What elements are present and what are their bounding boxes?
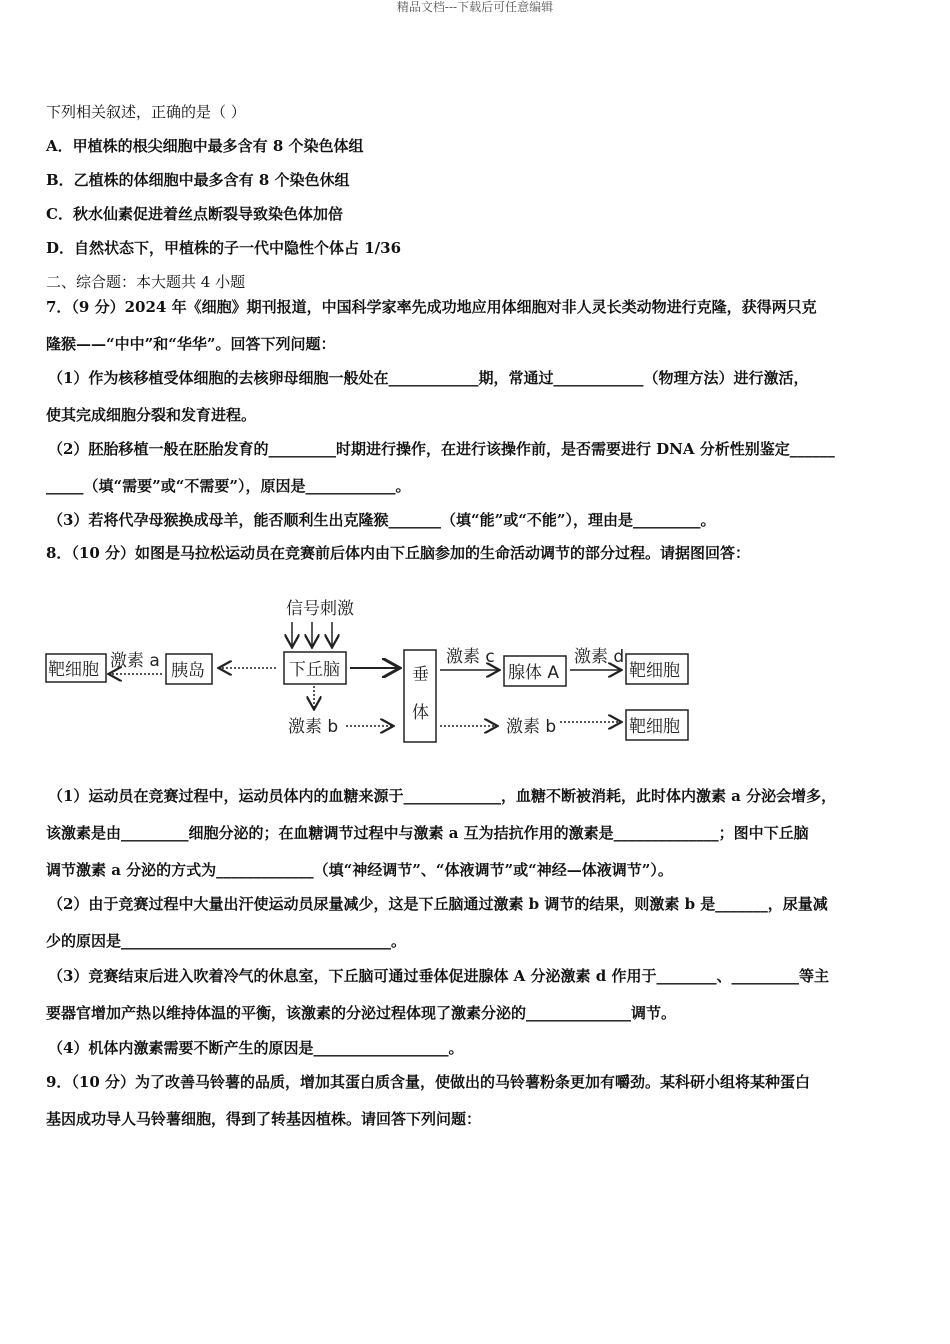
q7-part1-line1: （1）作为核移植受体细胞的去核卵母细胞一般处在____________期，常通过____________（物理方法）进行激活，: [48, 369, 809, 387]
question-stem: 下列相关叙述，正确的是（ ）: [46, 103, 246, 121]
page-header: 精品文档---下载后可任意编辑: [396, 0, 554, 14]
signal-label: 信号刺激: [286, 599, 354, 619]
q7-part3: （3）若将代孕母猴换成母羊，能否顺利生出克隆猴_______（填“能”或“不能”），理由是_________。: [48, 511, 716, 529]
q7-part1-line2: 使其完成细胞分裂和发育进程。: [46, 406, 257, 424]
q7-stem-line1: 7．（9 分）2024 年《细胞》期刊报道，中国科学家率先成功地应用体细胞对非人灵长类动物进行克隆，获得两只克: [46, 298, 817, 316]
option-c: C．秋水仙素促进着丝点断裂导致染色体加倍: [46, 205, 343, 223]
target-cell-left-label: 靶细胞: [48, 660, 99, 680]
q8-part1-line2: 该激素是由_________细胞分泌的；在血糖调节过程中与激素 a 互为拮抗作用的激素是______________；图中下丘脑: [46, 824, 809, 842]
pituitary-box: [404, 650, 436, 742]
hormone-c-label: 激素 c: [446, 647, 495, 667]
gland-a-label: 腺体 A: [508, 663, 560, 683]
q8-part4: （4）机体内激素需要不断产生的原因是__________________。: [48, 1039, 464, 1057]
hormone-b-left-label: 激素 b: [288, 717, 339, 737]
q7-stem-line2: 隆猴——“中中”和“华华”。回答下列问题：: [46, 335, 336, 353]
pancreas-label: 胰岛: [171, 661, 205, 681]
option-b: B．乙植株的体细胞中最多含有 8 个染色休组: [46, 171, 350, 189]
section-heading: 二、综合题：本大题共 4 小题: [46, 273, 246, 291]
hormone-b-right-label: 激素 b: [506, 717, 557, 737]
hormone-regulation-diagram: [44, 590, 704, 750]
q8-part2-line2: 少的原因是____________________________________。: [46, 932, 407, 950]
pituitary-label-bottom: 体: [412, 703, 429, 723]
option-d: D．自然状态下，甲植株的子一代中隐性个体占 1/36: [46, 239, 402, 257]
q8-part3-line2: 要器官增加产热以维持体温的平衡，该激素的分泌过程体现了激素分泌的______________调节。: [46, 1004, 677, 1022]
q8-stem: 8．（10 分）如图是马拉松运动员在竞赛前后体内由下丘脑参加的生命活动调节的部分过程。请据图回答：: [46, 544, 751, 562]
q9-stem-line2: 基因成功导人马铃薯细胞，得到了转基因植株。请回答下列问题：: [46, 1110, 482, 1128]
hormone-a-label: 激素 a: [110, 651, 160, 671]
q8-part1-line1: （1）运动员在竞赛过程中，运动员体内的血糖来源于_____________，血糖不断被消耗，此时体内激素 a 分泌会增多，: [48, 787, 837, 805]
hypothalamus-label: 下丘脑: [289, 660, 340, 680]
pituitary-label-top: 垂: [412, 665, 429, 685]
q8-part2-line1: （2）由于竞赛过程中大量出汗使运动员尿量减少，这是下丘脑通过激素 b 调节的结果，则激素 b 是_______，尿量减: [48, 895, 828, 913]
q9-stem-line1: 9．（10 分）为了改善马铃薯的品质，增加其蛋白质含量，使做出的马铃薯粉条更加有嚼劲。某科研小组将某种蛋白: [46, 1073, 811, 1091]
target-cell-right-top-label: 靶细胞: [629, 661, 680, 681]
q7-part2-line1: （2）胚胎移植一般在胚胎发育的_________时期进行操作，在进行该操作前，是否需要进行 DNA 分析性别鉴定______: [48, 440, 835, 458]
target-cell-right-bottom-label: 靶细胞: [629, 717, 680, 737]
hormone-d-label: 激素 d: [574, 647, 625, 667]
q8-part1-line3: 调节激素 a 分泌的方式为_____________（填“神经调节”、“体液调节”或“神经—体液调节”）。: [46, 861, 673, 879]
q7-part2-line2: _____（填“需要”或“不需要”），原因是____________。: [46, 477, 411, 495]
q8-part3-line1: （3）竞赛结束后进入吹着冷气的休息室，下丘脑可通过垂体促进腺体 A 分泌激素 d 作用于________、_________等主: [48, 967, 829, 985]
option-a: A．甲植株的根尖细胞中最多含有 8 个染色体组: [46, 137, 364, 155]
